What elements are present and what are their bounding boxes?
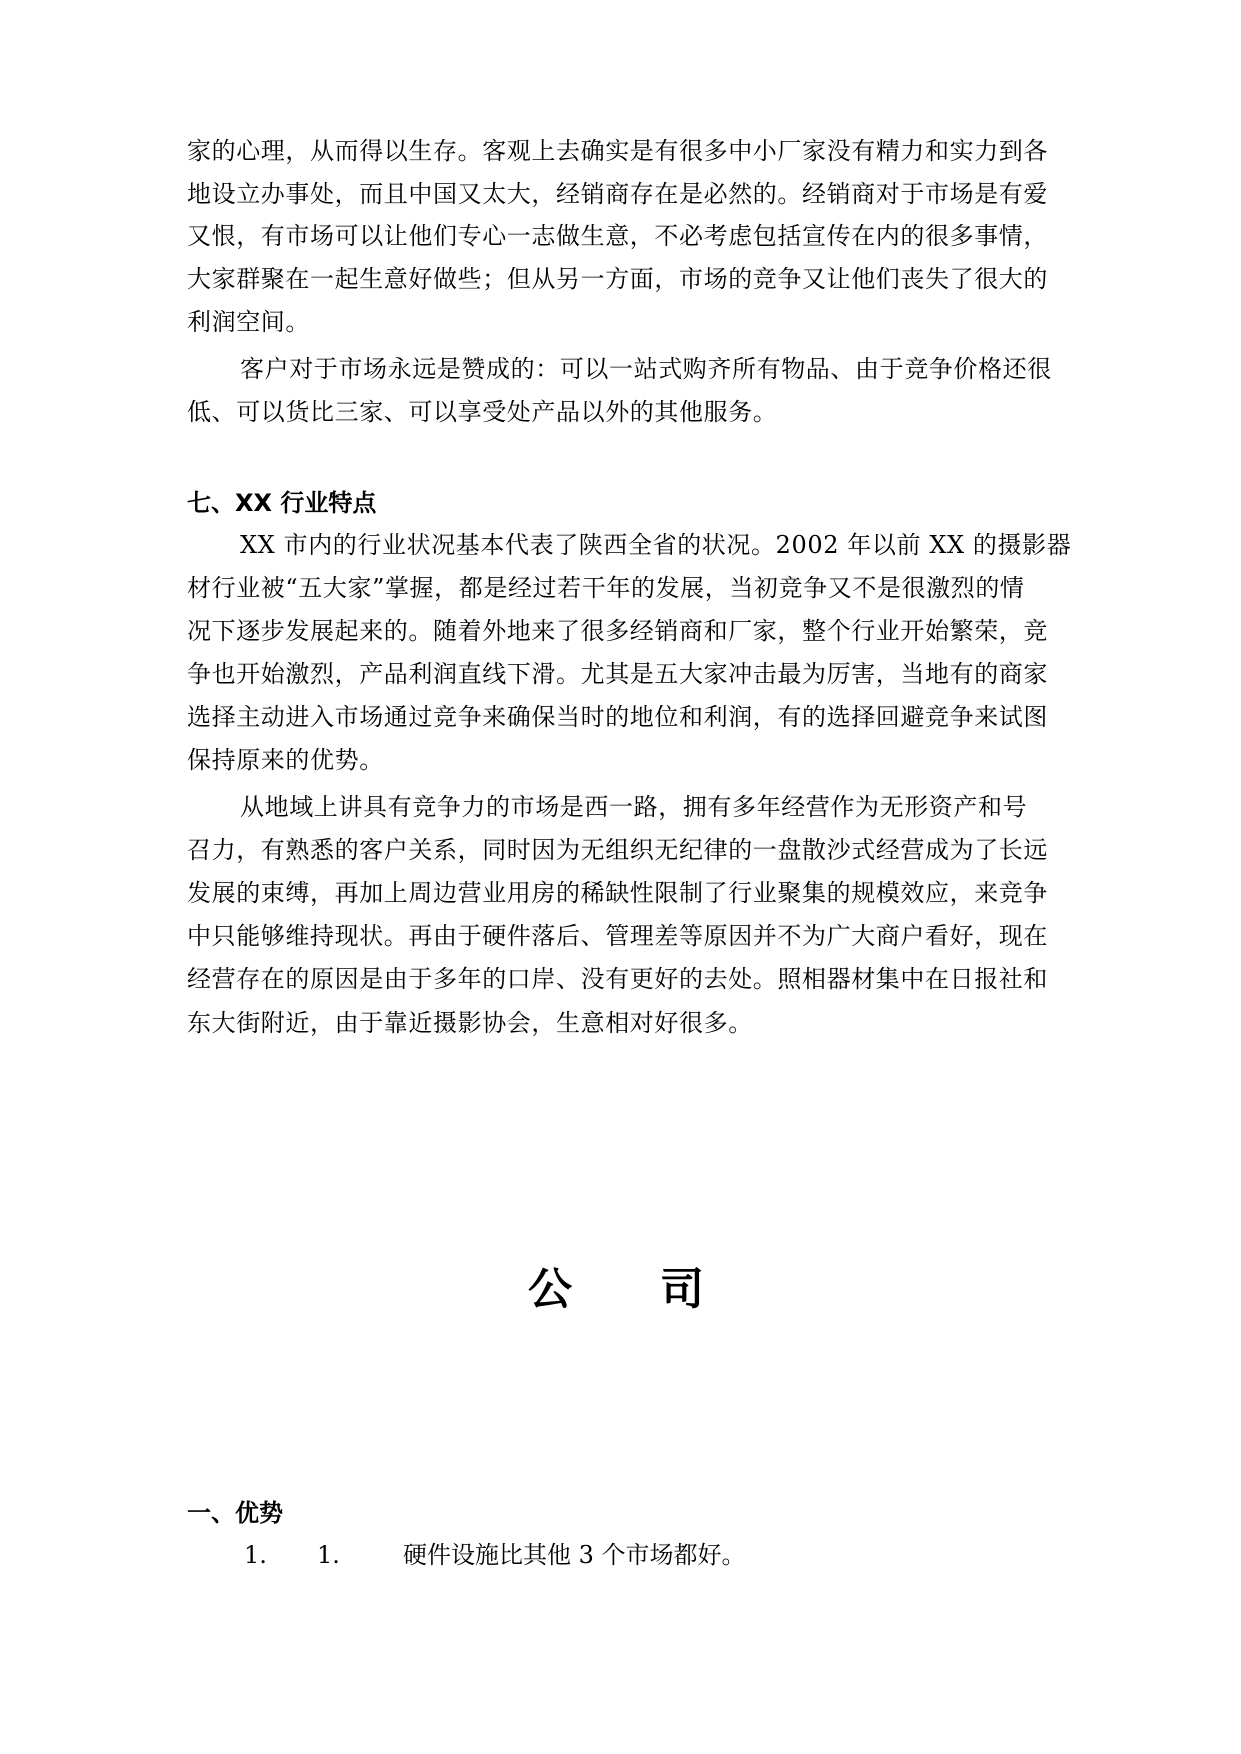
paragraph-line: 发展的束缚，再加上周边营业用房的稀缺性限制了行业聚集的规模效应，来竞争 (187, 879, 1048, 907)
paragraph-line: 争也开始激烈，产品利润直线下滑。尤其是五大家冲击最为厉害，当地有的商家 (187, 660, 1048, 688)
paragraph-line: 材行业被“五大家”掌握，都是经过若干年的发展，当初竞争又不是很激烈的情 (187, 574, 1025, 602)
paragraph-line: 经营存在的原因是由于多年的口岸、没有更好的去处。照相器材集中在日报社和 (187, 965, 1048, 993)
company-title-char: 公 (528, 1264, 572, 1315)
paragraph-line: 地设立办事处，而且中国又太大，经销商存在是必然的。经销商对于市场是有爱 (187, 180, 1048, 208)
company-title-char: 司 (660, 1264, 704, 1315)
list-number-outer: 1. (244, 1541, 267, 1569)
list-item-text: 硬件设施比其他 3 个市场都好。 (403, 1541, 746, 1569)
paragraph-line: 又恨，有市场可以让他们专心一志做生意，不必考虑包括宣传在内的很多事情， (187, 222, 1048, 250)
paragraph-line: 客户对于市场永远是赞成的：可以一站式购齐所有物品、由于竞争价格还很 (240, 355, 1052, 383)
paragraph-line: 召力，有熟悉的客户关系，同时因为无组织无纪律的一盘散沙式经营成为了长远 (187, 836, 1048, 864)
paragraph-line: 况下逐步发展起来的。随着外地来了很多经销商和厂家，整个行业开始繁荣，竞 (187, 617, 1048, 645)
paragraph-line: 从地域上讲具有竞争力的市场是西一路，拥有多年经营作为无形资产和号 (240, 793, 1028, 821)
paragraph-line: 选择主动进入市场通过竞争来确保当时的地位和利润，有的选择回避竞争来试图 (187, 703, 1048, 731)
section-heading-advantages: 一、优势 (187, 1499, 283, 1527)
paragraph-line: 大家群聚在一起生意好做些；但从另一方面，市场的竞争又让他们丧失了很大的 (187, 265, 1048, 293)
paragraph-line: 利润空间。 (187, 308, 310, 336)
list-number-inner: 1. (317, 1541, 340, 1569)
section-heading: 七、XX 行业特点 (187, 489, 377, 517)
paragraph-line: XX 市内的行业状况基本代表了陕西全省的状况。2002 年以前 XX 的摄影器 (240, 531, 1072, 559)
paragraph-line: 东大街附近，由于靠近摄影协会，生意相对好很多。 (187, 1009, 753, 1037)
paragraph-line: 家的心理，从而得以生存。客观上去确实是有很多中小厂家没有精力和实力到各 (187, 137, 1048, 165)
paragraph-line: 保持原来的优势。 (187, 746, 384, 774)
paragraph-line: 低、可以货比三家、可以享受处产品以外的其他服务。 (187, 398, 778, 426)
paragraph-line: 中只能够维持现状。再由于硬件落后、管理差等原因并不为广大商户看好，现在 (187, 922, 1048, 950)
